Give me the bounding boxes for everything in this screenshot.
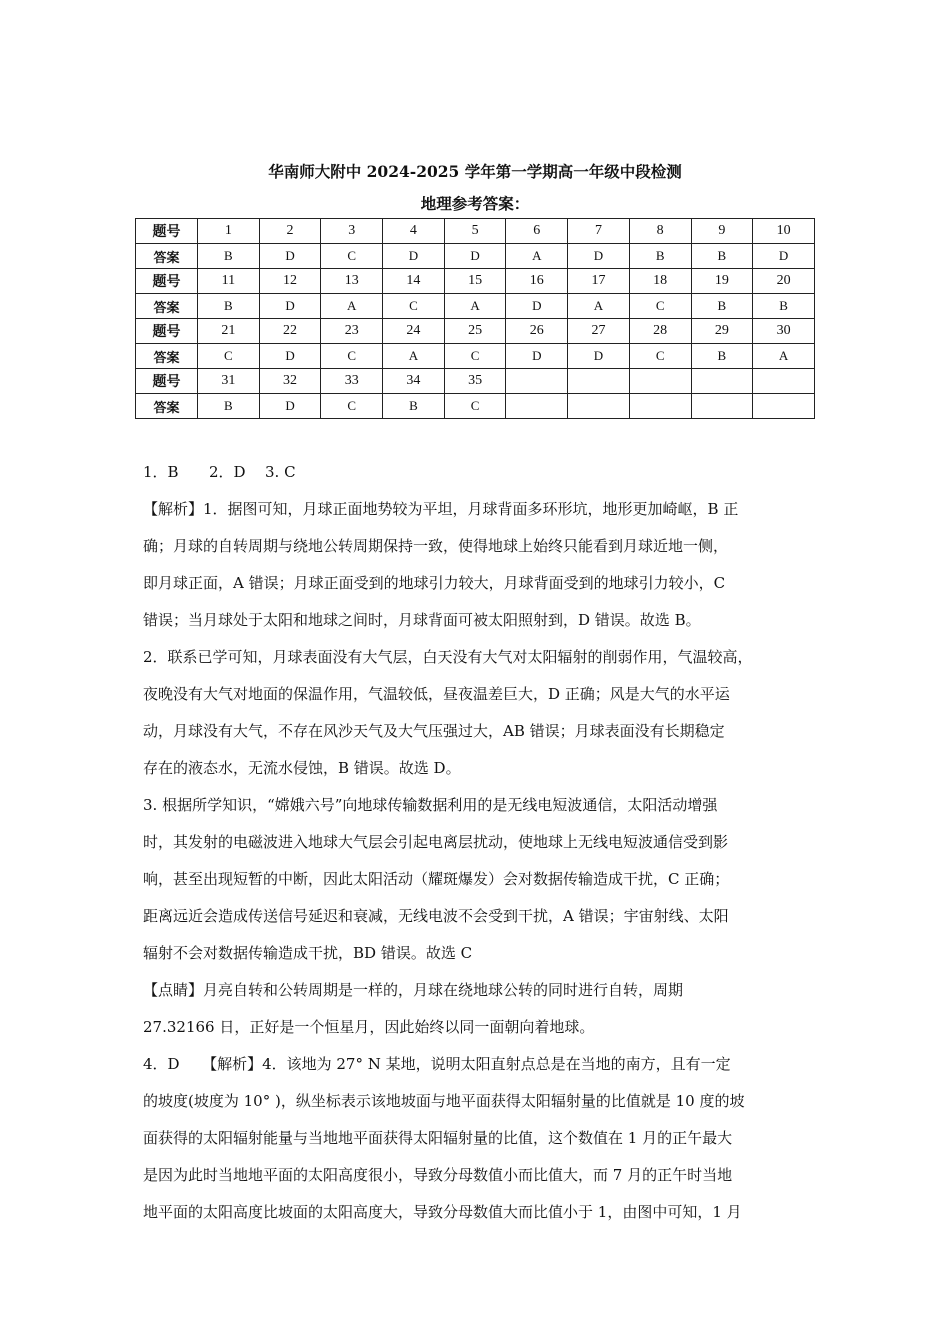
answer-label: 答案 [136, 294, 198, 319]
text-line: 确；月球的自转周期与绕地公转周期保持一致，使得地球上始终只能看到月球近地一侧， [143, 537, 729, 555]
text-line: 即月球正面，A 错误；月球正面受到的地球引力较大，月球背面受到的地球引力较小，C [143, 574, 726, 592]
answer-table [135, 218, 815, 419]
answer-cell: A [383, 344, 445, 369]
answer-cell: D [259, 394, 321, 419]
question-number-cell: 33 [321, 369, 383, 394]
question-number-cell [691, 369, 753, 394]
answer-cell: B [691, 294, 753, 319]
question-number-cell [568, 369, 630, 394]
text-line: 27.32166 日，正好是一个恒星月，因此始终以同一面朝向着地球。 [143, 1018, 595, 1036]
question-number-cell: 2 [259, 219, 321, 244]
question-number-cell: 6 [506, 219, 568, 244]
answer-text [143, 454, 823, 1231]
answer-cell: B [383, 394, 445, 419]
text-line: 动，月球没有大气，不存在风沙天气及大气压强过大，AB 错误；月球表面没有长期稳定 [143, 722, 725, 740]
short-answers [143, 454, 823, 491]
question-number-cell: 34 [383, 369, 445, 394]
question-number-cell [753, 369, 815, 394]
text-line: 距离远近会造成传送信号延迟和衰减，无线电波不会受到干扰，A 错误；宇宙射线、太阳 [143, 907, 729, 925]
text-line: 面获得的太阳辐射能量与当地地平面获得太阳辐射量的比值，这个数值在 1 月的正午最大 [143, 1129, 733, 1147]
short-answer-3: 3. C [265, 463, 296, 481]
text-line: 夜晚没有大气对地面的保温作用，气温较低，昼夜温差巨大，D 正确；风是大气的水平运 [143, 685, 730, 703]
question-number-cell: 4 [383, 219, 445, 244]
answer-cell: C [321, 344, 383, 369]
question-number-cell: 24 [383, 319, 445, 344]
question-number-cell: 32 [259, 369, 321, 394]
question-number-cell: 26 [506, 319, 568, 344]
answer-label: 答案 [136, 344, 198, 369]
answer-cell: D [444, 244, 506, 269]
answer-cell: D [259, 244, 321, 269]
text-line: 4．D 【解析】4．该地为 27° N 某地，说明太阳直射点总是在当地的南方，且有一定 [143, 1055, 731, 1073]
answer-cell: A [321, 294, 383, 319]
text-line: 【解析】1．据图可知，月球正面地势较为平坦，月球背面多环形坑，地形更加崎岖，B 正 [143, 500, 739, 518]
question-number-cell: 30 [753, 319, 815, 344]
answer-cell: D [506, 344, 568, 369]
question-number-cell: 17 [568, 269, 630, 294]
answer-cell [506, 394, 568, 419]
text-line: 时，其发射的电磁波进入地球大气层会引起电离层扰动，使地球上无线电短波通信受到影 [143, 833, 729, 851]
answer-cell: C [629, 294, 691, 319]
question-number-cell: 21 [198, 319, 260, 344]
answer-label: 答案 [136, 244, 198, 269]
answer-cell: D [753, 244, 815, 269]
question-number-cell: 12 [259, 269, 321, 294]
answer-label: 答案 [136, 394, 198, 419]
text-line: 错误；当月球处于太阳和地球之间时，月球背面可被太阳照射到，D 错误。故选 B。 [143, 611, 701, 629]
answer-row [136, 344, 815, 369]
answer-cell: D [506, 294, 568, 319]
question-row [136, 369, 815, 394]
text-line: 响，甚至出现短暂的中断，因此太阳活动（耀斑爆发）会对数据传输造成干扰，C 正确； [143, 870, 730, 888]
answer-cell: B [198, 394, 260, 419]
answer-cell: B [629, 244, 691, 269]
question-number-cell: 14 [383, 269, 445, 294]
question-number-cell: 5 [444, 219, 506, 244]
text-line: 2．联系已学可知，月球表面没有大气层，白天没有大气对太阳辐射的削弱作用，气温较高， [143, 648, 753, 666]
question-number-cell: 16 [506, 269, 568, 294]
question-number-cell: 25 [444, 319, 506, 344]
answer-cell: D [568, 244, 630, 269]
answer-cell: C [383, 294, 445, 319]
question-number-cell: 27 [568, 319, 630, 344]
text-line: 【点睛】月亮自转和公转周期是一样的，月球在绕地球公转的同时进行自转，周期 [143, 981, 684, 999]
answer-cell: B [753, 294, 815, 319]
text-line: 是因为此时当地地平面的太阳高度很小，导致分母数值小而比值大，而 7 月的正午时当地 [143, 1166, 733, 1184]
answer-cell: C [198, 344, 260, 369]
question-number-cell: 22 [259, 319, 321, 344]
question-number-cell: 35 [444, 369, 506, 394]
short-answer-1: 1．B [143, 463, 179, 481]
answer-cell: D [259, 294, 321, 319]
question-number-cell [506, 369, 568, 394]
question-label: 题号 [136, 269, 198, 294]
question-label: 题号 [136, 369, 198, 394]
short-answer-2: 2．D [209, 463, 246, 481]
answer-cell [568, 394, 630, 419]
question-number-cell: 23 [321, 319, 383, 344]
question-number-cell [629, 369, 691, 394]
page-subtitle: 地理参考答案： [420, 194, 530, 213]
answer-cell: C [444, 394, 506, 419]
question-number-cell: 10 [753, 219, 815, 244]
answer-cell: B [691, 344, 753, 369]
question-number-cell: 18 [629, 269, 691, 294]
question-number-cell: 29 [691, 319, 753, 344]
answer-cell: D [259, 344, 321, 369]
question-number-cell: 1 [198, 219, 260, 244]
answer-cell: B [198, 244, 260, 269]
question-number-cell: 8 [629, 219, 691, 244]
question-number-cell: 3 [321, 219, 383, 244]
question-number-cell: 13 [321, 269, 383, 294]
question-number-cell: 7 [568, 219, 630, 244]
answer-cell: D [383, 244, 445, 269]
question-number-cell: 19 [691, 269, 753, 294]
text-line: 辐射不会对数据传输造成干扰，BD 错误。故选 C [143, 944, 473, 962]
question-number-cell: 15 [444, 269, 506, 294]
answer-cell: C [444, 344, 506, 369]
answer-row [136, 244, 815, 269]
question-number-cell: 31 [198, 369, 260, 394]
answer-cell: A [506, 244, 568, 269]
question-label: 题号 [136, 219, 198, 244]
answer-cell: A [568, 294, 630, 319]
question-row [136, 319, 815, 344]
answer-cell: A [753, 344, 815, 369]
question-number-cell: 11 [198, 269, 260, 294]
question-number-cell: 9 [691, 219, 753, 244]
text-line: 存在的液态水，无流水侵蚀，B 错误。故选 D。 [143, 759, 461, 777]
text-line: 地平面的太阳高度比坡面的太阳高度大，导致分母数值大而比值小于 1，由图中可知，1 月 [143, 1203, 742, 1221]
question-row [136, 269, 815, 294]
answer-cell: C [321, 394, 383, 419]
answer-cell: A [444, 294, 506, 319]
question-number-cell: 20 [753, 269, 815, 294]
answer-cell: D [568, 344, 630, 369]
text-line: 3. 根据所学知识，“嫦娥六号”向地球传输数据利用的是无线电短波通信，太阳活动增强 [143, 796, 718, 814]
answer-cell [691, 394, 753, 419]
question-number-cell: 28 [629, 319, 691, 344]
question-row [136, 219, 815, 244]
text-line: 的坡度(坡度为 10° )，纵坐标表示该地坡面与地平面获得太阳辐射量的比值就是 10 度的坡 [143, 1092, 745, 1110]
answer-cell: C [629, 344, 691, 369]
answer-cell: B [691, 244, 753, 269]
page-title: 华南师大附中 2024-2025 学年第一学期高一年级中段检测 [268, 162, 682, 181]
answer-cell: C [321, 244, 383, 269]
answer-cell [629, 394, 691, 419]
answer-cell: B [198, 294, 260, 319]
answer-row [136, 294, 815, 319]
answer-cell [753, 394, 815, 419]
answer-row [136, 394, 815, 419]
question-label: 题号 [136, 319, 198, 344]
